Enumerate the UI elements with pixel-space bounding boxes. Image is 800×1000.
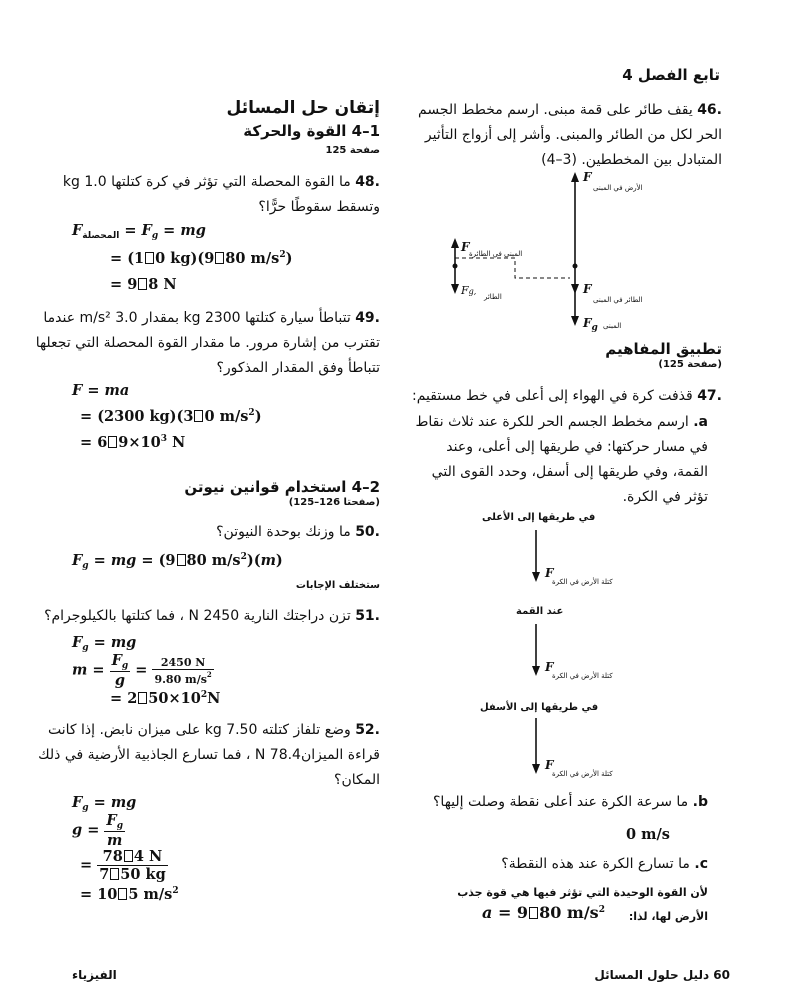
answer-47c-line2: الأرض لها، لذا: (628, 910, 708, 923)
question-number: .46 (697, 102, 722, 118)
section-page-newton: (صفحتا 126–125) (288, 497, 380, 508)
fbd-top-title: عند القمة (516, 606, 564, 617)
equation-48-line3: = 9 8 N (110, 276, 177, 293)
label-building-on-bird: المبنى في الطائرة (469, 250, 523, 258)
force-label-earth-building: F (583, 170, 592, 184)
fbd-up-title: في طريقها إلى الأعلى (482, 512, 596, 523)
fbd-down-force: F (545, 758, 554, 772)
question-47 (402, 384, 722, 409)
equation-52-line3: = $\frac{78 4 N}{7 50 kg}$ (80, 848, 166, 883)
question-46 (402, 98, 722, 173)
section-subtitle-force-motion: 1–4 القوة والحركة (243, 122, 380, 140)
equation-52-line4: = 10 5 $m/s^2$ (80, 886, 179, 903)
fbd-top-force: F (545, 660, 554, 674)
section-page-mastery: صفحة 125 (325, 145, 380, 156)
section-title-mastery: إتقان حل المسائل (226, 98, 380, 118)
label-bird: الطائر (484, 293, 502, 301)
fbd-up-force: F (545, 566, 554, 580)
equation-51-line3: = 2 $50\times 10^2N$ (110, 690, 221, 707)
equation-50: $F_g$ = mg = (9 80 $m/s^2)(m)$ (72, 552, 283, 571)
equation-49-line1: F = ma (72, 382, 130, 399)
chapter-header: تابع الفصل 4 (622, 66, 720, 84)
question-47a: a. ارسم مخطط الجسم الحر للكرة عند ثلاث نقاط في مسار حركتها: في طريقها إلى أعلى، وعند القمة، وفي طريقها إلى أسفل، وحدد القوى التي تؤثر في الكرة. (415, 414, 708, 505)
question-50: .50 ما وزنك بوحدة النيوتن؟ (216, 524, 380, 540)
equation-51-line1: $F_g$ = mg (72, 634, 137, 653)
force-label-bird-weight: Fg, (461, 284, 477, 297)
footer-page-number: 60 دليل حلول المسائل (594, 968, 730, 982)
answer-47c-equation: a = 9 80 $m/s^2$ (482, 903, 605, 922)
fbd-top-label: كتلة الأرض في الكرة (552, 672, 613, 680)
section-title-newton: 2–4 استخدام قوانين نيوتن (184, 478, 380, 496)
fbd-up-label: كتلة الأرض في الكرة (552, 578, 613, 586)
section-title-apply: تطبيق المفاهيم (605, 340, 722, 358)
question-51: .51 تزن دراجتك النارية 2450 N ، فما كتلتها بالكيلوجرام؟ (44, 608, 380, 624)
force-label-bird-building: F (583, 282, 592, 296)
equation-52-line2: g = $\frac{F_g}{m}$ (72, 812, 123, 849)
label-bird-on-building: الطائر في المبنى (593, 296, 643, 304)
footer-subject: الفيزياء (72, 968, 117, 982)
question-52: .52 وضع تلفاز كتلته 7.50 kg على ميزان نابض. إذا كانت قراءة الميزان78.4 N ، فما تسارع الجاذبية الأرضية في ذلك المكان؟ (38, 722, 380, 788)
force-label-building-bird: F (461, 240, 470, 254)
question-text: يقف طائر على قمة مبنى. ارسم مخطط الجسم الحر لكل من الطائر والمبنى. وأشر إلى أزواج التأثير المتبادل بين المخططين. (3–4) (418, 102, 722, 168)
equation-52-line1: $F_g$ = mg (72, 794, 137, 813)
fbd-up-arrow (530, 528, 542, 584)
note-answers-vary: ستختلف الإجابات (295, 580, 380, 591)
section-page-apply: (صفحة 125) (658, 359, 722, 370)
question-number: .47 (697, 388, 722, 404)
answer-47b: 0 m/s (626, 826, 670, 843)
question-text: قذفت كرة في الهواء إلى أعلى في خط مستقيم: (412, 388, 693, 404)
fbd-down-label: كتلة الأرض في الكرة (552, 770, 613, 778)
question-48: .48 ما القوة المحصلة التي تؤثر في كرة كتلتها 1.0 kg وتسقط سقوطًا حرًّا؟ (62, 174, 380, 215)
force-label-building-weight: $F_g$ (583, 316, 598, 333)
equation-51-line2: m = $\frac{F_g}{g}$ = $\frac{2450 N}{9.80 m/s^2}$ (72, 652, 212, 689)
label-building: المبنى (603, 322, 622, 330)
answer-47c-line1: لأن القوة الوحيدة التي تؤثر فيها هي قوة جذب (457, 886, 708, 899)
equation-48-line2: = (1 0 kg)(9 80 $m/s^2$) (110, 250, 293, 267)
question-49: .49 تتباطأ سيارة كتلتها 2300 kg بمقدار 3.0 m/s² عندما تقترب من إشارة مرور. ما مقدار القوة المحصلة التي تجعلها تتباطأ وفق المقدار المذكور؟ (35, 310, 380, 376)
fbd-down-title: في طريقها إلى الأسفل (480, 702, 599, 713)
question-47c: c. ما تسارع الكرة عند هذه النقطة؟ (501, 856, 708, 872)
question-47b: b. ما سرعة الكرة عند أعلى نقطة وصلت إليها؟ (433, 794, 708, 810)
equation-48-line1: $F_{المحصلة} = F_g$ = mg (72, 222, 206, 241)
fbd-top-arrow (530, 622, 542, 678)
equation-49-line2: = (2300 kg)(3 0 $m/s^2$) (80, 408, 262, 425)
label-earth-on-building: الأرض في المبنى (593, 184, 643, 192)
equation-49-line3: = 6 $9\times 10^3$ N (80, 434, 186, 451)
fbd-down-arrow (530, 716, 542, 776)
